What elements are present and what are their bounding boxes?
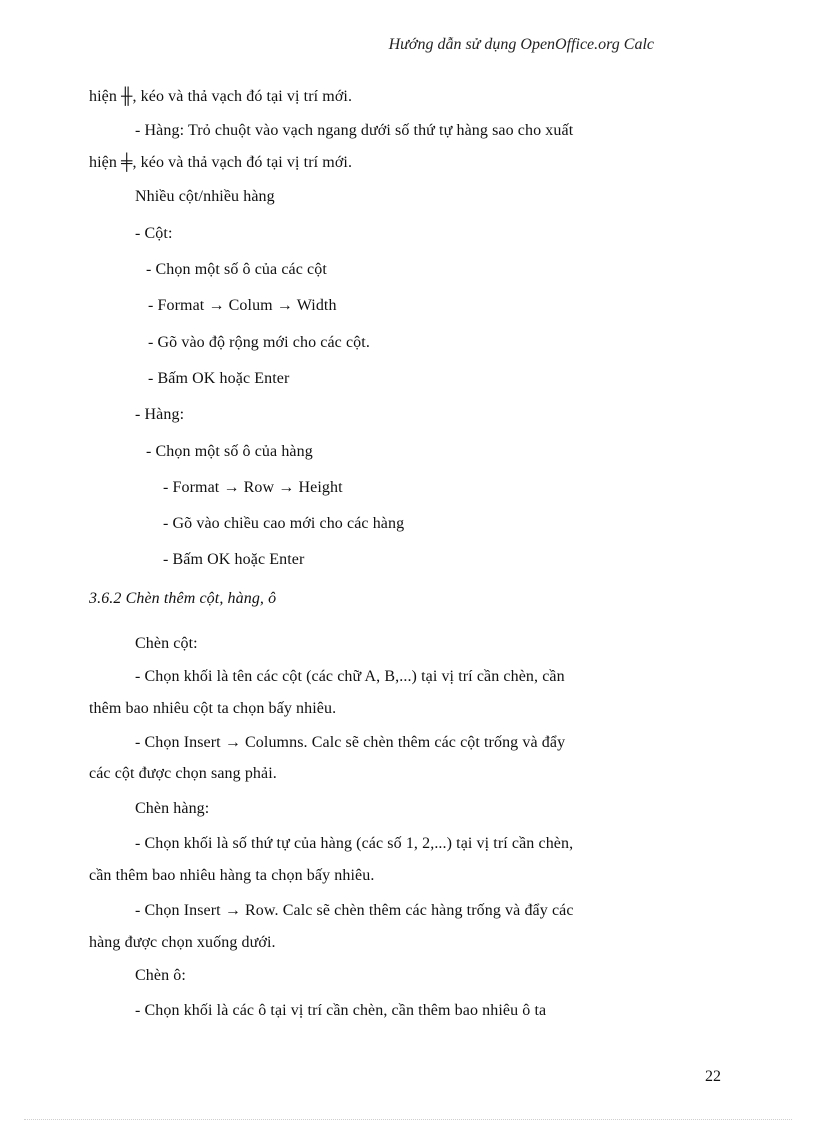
list-item: - Gõ vào chiều cao mới cho các hàng (163, 515, 405, 532)
body-line: - Hàng: Trỏ chuột vào vạch ngang dưới số thứ tự hàng sao cho xuất (135, 122, 574, 139)
body-line: các cột được chọn sang phải. (89, 765, 277, 782)
list-item: - Format → Colum → Width (148, 297, 337, 314)
list-item: - Chọn một số ô của các cột (146, 261, 327, 278)
body-line: - Cột: (135, 225, 173, 242)
section-title: 3.6.2 Chèn thêm cột, hàng, ô (89, 590, 277, 607)
list-item: - Chọn một số ô của hàng (146, 443, 313, 460)
subheading-multi: Nhiều cột/nhiều hàng (135, 188, 275, 205)
list-item: - Format → Row → Height (163, 479, 343, 496)
running-header: Hướng dẫn sử dụng OpenOffice.org Calc (388, 36, 654, 53)
body-line: thêm bao nhiêu cột ta chọn bấy nhiêu. (89, 700, 337, 717)
body-line: - Chọn Insert → Columns. Calc sẽ chèn thêm các cột trống và đẩy (135, 734, 566, 751)
body-line: hàng được chọn xuống dưới. (89, 934, 276, 951)
body-line: - Chọn khối là tên các cột (các chữ A, B,...) tại vị trí cần chèn, cần (135, 668, 565, 685)
list-item: - Bấm OK hoặc Enter (148, 370, 290, 387)
body-line: hiện ╫, kéo và thả vạch đó tại vị trí mới. (89, 88, 353, 105)
subheading-insert-column: Chèn cột: (135, 635, 198, 652)
body-line: - Chọn Insert → Row. Calc sẽ chèn thêm các hàng trống và đẩy các (135, 902, 574, 919)
page-bottom-rule (24, 1119, 792, 1120)
list-item: - Bấm OK hoặc Enter (163, 551, 305, 568)
subheading-insert-cell: Chèn ô: (135, 967, 186, 984)
list-item: - Gõ vào độ rộng mới cho các cột. (148, 334, 370, 351)
body-line: - Chọn khối là các ô tại vị trí cần chèn, cần thêm bao nhiêu ô ta (135, 1002, 547, 1019)
subheading-insert-row: Chèn hàng: (135, 800, 210, 817)
body-line: - Hàng: (135, 406, 185, 423)
body-line: cần thêm bao nhiêu hàng ta chọn bấy nhiêu. (89, 867, 375, 884)
page-number: 22 (705, 1068, 721, 1085)
body-line: hiện ╪, kéo và thả vạch đó tại vị trí mới. (89, 154, 353, 171)
body-line: - Chọn khối là số thứ tự của hàng (các số 1, 2,...) tại vị trí cần chèn, (135, 835, 574, 852)
